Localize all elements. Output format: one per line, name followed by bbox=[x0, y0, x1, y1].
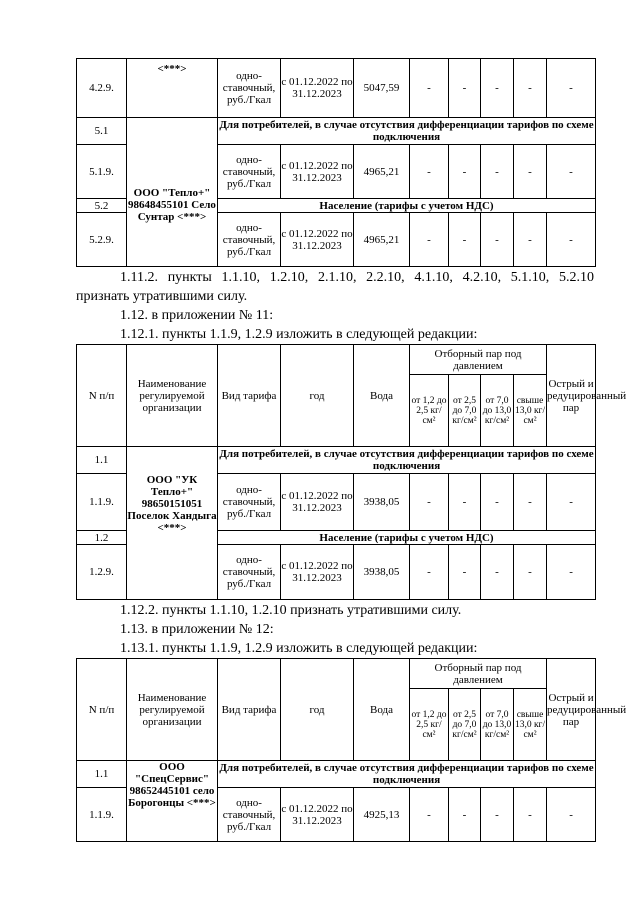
paragraph-1-13: 1.13. в приложении № 12: bbox=[120, 622, 274, 637]
steam-2-value: - bbox=[449, 145, 481, 199]
table-row bbox=[77, 447, 596, 474]
row-number: 5.1.9. bbox=[77, 145, 127, 199]
header-water: Вода bbox=[354, 345, 410, 447]
steam-2-value: - bbox=[449, 59, 481, 118]
row-number: 5.1 bbox=[77, 118, 127, 145]
tariff-type: одно-ставочный, руб./Гкал bbox=[218, 788, 281, 842]
water-value: 3938,05 bbox=[354, 474, 410, 531]
group-heading: Для потребителей, в случае отсутствия дифференциации тарифов по схеме подключения bbox=[219, 119, 594, 143]
steam-3-value: - bbox=[481, 788, 514, 842]
row-number: 1.1 bbox=[77, 447, 127, 474]
table-header-row bbox=[77, 659, 596, 689]
tariff-period: с 01.12.2022 по 31.12.2023 bbox=[281, 59, 354, 118]
group-heading: Для потребителей, в случае отсутствия дифференциации тарифов по схеме подключения bbox=[219, 448, 594, 472]
header-sharp-steam: Острый и редуцированный пар bbox=[547, 345, 596, 447]
steam-1-value: - bbox=[410, 474, 449, 531]
steam-2-value: - bbox=[449, 474, 481, 531]
header-number: N п/п bbox=[77, 345, 127, 447]
tariff-table-2 bbox=[76, 344, 627, 600]
tariff-type: одно-ставочный, руб./Гкал bbox=[218, 213, 281, 267]
sharp-steam-value: - bbox=[547, 145, 596, 199]
header-steam-4: свыше 13,0 кг/см² bbox=[514, 375, 547, 447]
tariff-type: одно-ставочный, руб./Гкал bbox=[218, 59, 281, 118]
row-number: 5.2.9. bbox=[77, 213, 127, 267]
header-sharp-steam: Острый и редуцированный пар bbox=[547, 659, 596, 761]
sharp-steam-value: - bbox=[547, 474, 596, 531]
steam-1-value: - bbox=[410, 545, 449, 600]
steam-1-value: - bbox=[410, 213, 449, 267]
header-steam: Отборный пар под давлением bbox=[410, 659, 547, 689]
steam-2-value: - bbox=[449, 545, 481, 600]
row-number: 5.2 bbox=[77, 199, 127, 213]
table-row bbox=[77, 145, 596, 199]
steam-4-value: - bbox=[514, 59, 547, 118]
header-organization: Наименование регулируемой организации bbox=[127, 345, 218, 447]
sharp-steam-value: - bbox=[547, 788, 596, 842]
steam-4-value: - bbox=[514, 788, 547, 842]
row-number: 1.1.9. bbox=[77, 788, 127, 842]
steam-4-value: - bbox=[514, 145, 547, 199]
header-steam: Отборный пар под давлением bbox=[410, 345, 547, 375]
tariff-type: одно-ставочный, руб./Гкал bbox=[218, 145, 281, 199]
tariff-type: одно-ставочный, руб./Гкал bbox=[218, 545, 281, 600]
table-row bbox=[77, 761, 596, 788]
header-steam-4: свыше 13,0 кг/см² bbox=[514, 689, 547, 761]
water-value: 3938,05 bbox=[354, 545, 410, 600]
tariff-table-1 bbox=[76, 58, 596, 267]
header-tariff-type: Вид тарифа bbox=[218, 659, 281, 761]
sharp-steam-value: - bbox=[547, 59, 596, 118]
steam-2-value: - bbox=[449, 213, 481, 267]
group-heading: Население (тарифы с учетом НДС) bbox=[218, 531, 596, 545]
steam-1-value: - bbox=[410, 59, 449, 118]
steam-4-value: - bbox=[514, 545, 547, 600]
tariff-type: одно-ставочный, руб./Гкал bbox=[218, 474, 281, 531]
water-value: 4925,13 bbox=[354, 788, 410, 842]
tariff-period: с 01.12.2022 по 31.12.2023 bbox=[281, 474, 354, 531]
tariff-period: с 01.12.2022 по 31.12.2023 bbox=[281, 788, 354, 842]
paragraph-1-11-2: 1.11.2. пункты 1.1.10, 1.2.10, 2.1.10, 2.2.10, 4.1.10, 4.2.10, 5.1.10, 5.2.10 bbox=[120, 270, 594, 285]
steam-4-value: - bbox=[514, 213, 547, 267]
steam-3-value: - bbox=[481, 545, 514, 600]
row-number: 1.1 bbox=[77, 761, 127, 788]
tariff-period: с 01.12.2022 по 31.12.2023 bbox=[281, 545, 354, 600]
row-number: 1.2.9. bbox=[77, 545, 127, 600]
group-heading: Для потребителей, в случае отсутствия дифференциации тарифов по схеме подключения bbox=[219, 762, 594, 786]
steam-2-value: - bbox=[449, 788, 481, 842]
steam-1-value: - bbox=[410, 145, 449, 199]
organization-name: <***> bbox=[127, 59, 218, 118]
sharp-steam-value: - bbox=[547, 213, 596, 267]
paragraph-continuation: признать утратившими силу. bbox=[76, 289, 248, 304]
steam-4-value: - bbox=[514, 474, 547, 531]
header-steam-1: от 1,2 до 2,5 кг/см² bbox=[410, 689, 449, 761]
header-water: Вода bbox=[354, 659, 410, 761]
paragraph-1-12-2: 1.12.2. пункты 1.1.10, 1.2.10 признать утратившими силу. bbox=[120, 603, 462, 618]
steam-1-value: - bbox=[410, 788, 449, 842]
table-header-row bbox=[77, 345, 596, 375]
header-steam-3: от 7,0 до 13,0 кг/см² bbox=[481, 689, 514, 761]
table-row bbox=[77, 474, 596, 531]
tariff-period: с 01.12.2022 по 31.12.2023 bbox=[281, 145, 354, 199]
header-year: год bbox=[281, 345, 354, 447]
header-steam-3: от 7,0 до 13,0 кг/см² bbox=[481, 375, 514, 447]
table-row bbox=[77, 59, 596, 118]
organization-name: ООО "УК Тепло+" 98650151051 Поселок Хандыга <***> bbox=[127, 474, 218, 600]
header-tariff-type: Вид тарифа bbox=[218, 345, 281, 447]
paragraph-1-12-1: 1.12.1. пункты 1.1.9, 1.2.9 изложить в следующей редакции: bbox=[120, 327, 478, 342]
steam-3-value: - bbox=[481, 145, 514, 199]
sharp-steam-value: - bbox=[547, 545, 596, 600]
header-steam-1: от 1,2 до 2,5 кг/см² bbox=[410, 375, 449, 447]
organization-name: ООО "Тепло+" 98648455101 Село Сунтар <***> bbox=[127, 145, 218, 267]
steam-3-value: - bbox=[481, 213, 514, 267]
paragraph-1-12: 1.12. в приложении № 11: bbox=[120, 308, 274, 323]
water-value: 4965,21 bbox=[354, 145, 410, 199]
header-year: год bbox=[281, 659, 354, 761]
paragraph-1-13-1: 1.13.1. пункты 1.1.9, 1.2.9 изложить в следующей редакции: bbox=[120, 641, 478, 656]
water-value: 4965,21 bbox=[354, 213, 410, 267]
row-number: 4.2.9. bbox=[77, 59, 127, 118]
header-steam-2: от 2,5 до 7,0 кг/см² bbox=[449, 689, 481, 761]
row-number: 1.2 bbox=[77, 531, 127, 545]
tariff-table-3 bbox=[76, 658, 627, 842]
table-row bbox=[77, 118, 596, 145]
header-organization: Наименование регулируемой организации bbox=[127, 659, 218, 761]
tariff-period: с 01.12.2022 по 31.12.2023 bbox=[281, 213, 354, 267]
header-steam-2: от 2,5 до 7,0 кг/см² bbox=[449, 375, 481, 447]
steam-3-value: - bbox=[481, 474, 514, 531]
organization-name: ООО "СпецСервис" 98652445101 село Борогонцы <***> bbox=[127, 761, 218, 842]
steam-3-value: - bbox=[481, 59, 514, 118]
group-heading: Население (тарифы с учетом НДС) bbox=[218, 199, 596, 213]
row-number: 1.1.9. bbox=[77, 474, 127, 531]
water-value: 5047,59 bbox=[354, 59, 410, 118]
header-number: N п/п bbox=[77, 659, 127, 761]
